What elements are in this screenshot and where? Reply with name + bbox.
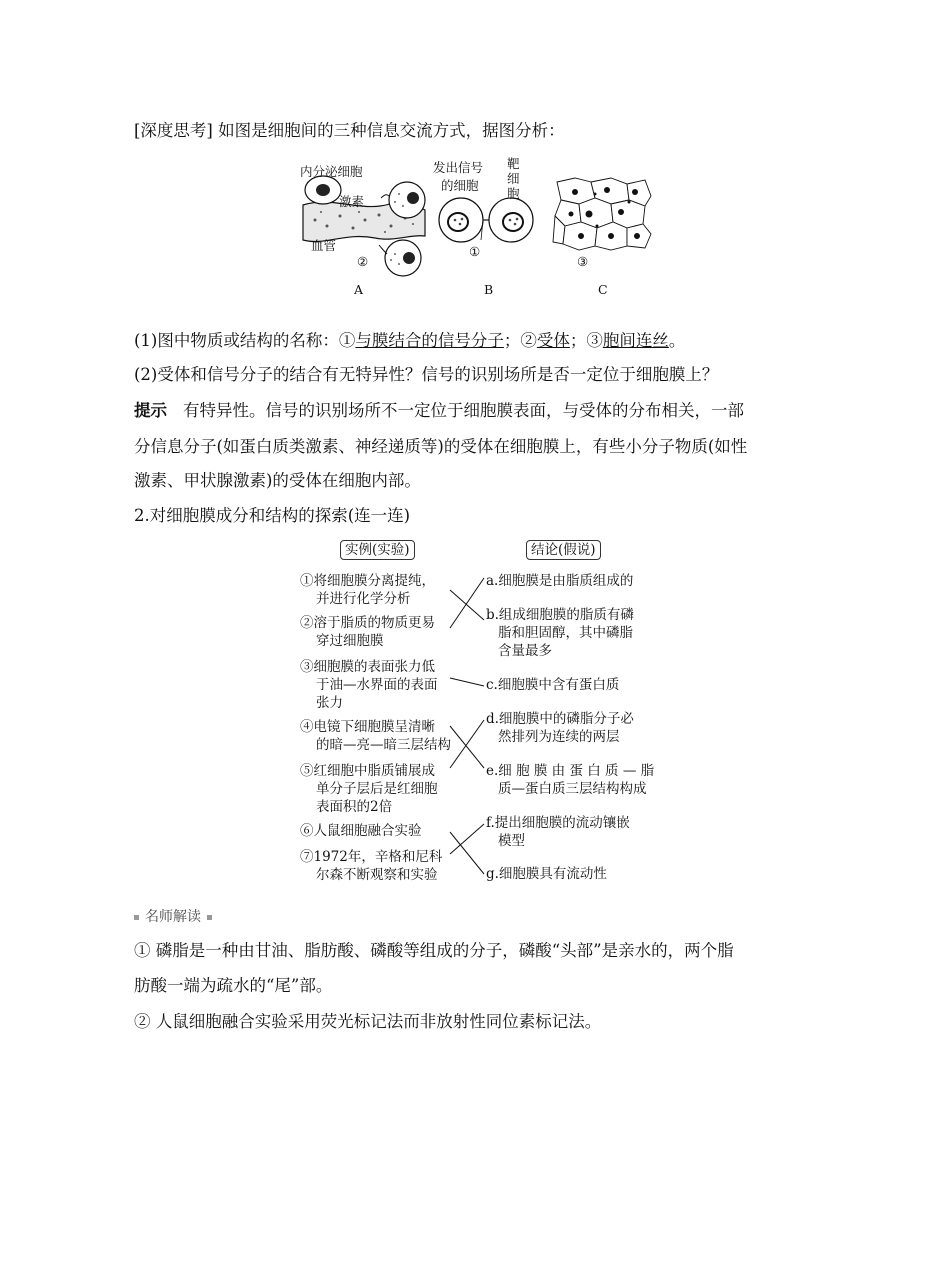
label-C: C <box>598 282 608 297</box>
example-5-line-3: 表面积的2倍 <box>316 799 393 815</box>
label-mark-2: ② <box>357 254 369 269</box>
conclusion-c-line-1: c.细胞膜中含有蛋白质 <box>486 677 620 693</box>
example-5-line-1: ⑤红细胞中脂质铺展成 <box>300 763 435 779</box>
q1-answer-2: 受体 <box>536 331 570 350</box>
label-send-signal-2: 的细胞 <box>441 178 479 193</box>
example-7-line-2: 尔森不断观察和实验 <box>316 867 438 883</box>
label-A: A <box>354 282 364 297</box>
square-bullet-icon <box>134 915 139 920</box>
label-B: B <box>484 282 494 297</box>
matching-figure <box>298 538 658 888</box>
label-blood-vessel: 血管 <box>311 238 337 253</box>
example-2 <box>300 614 435 650</box>
q1-prefix: (1)图中物质或结构的名称：① <box>134 331 356 350</box>
conclusion-e-line-2: 质—蛋白质三层结构构成 <box>498 781 647 797</box>
teacher-section-title: 名师解读 <box>145 909 201 925</box>
example-4-line-2: 的暗—亮—暗三层结构 <box>316 737 451 753</box>
example-7-line-1: ⑦1972年，辛格和尼科 <box>300 849 443 865</box>
label-target-3: 胞 <box>507 186 520 201</box>
conclusion-a-line-1: a.细胞膜是由脂质组成的 <box>486 573 634 589</box>
label-mark-1: ① <box>469 244 481 259</box>
note-2: ② 人鼠细胞融合实验采用荧光标记法而非放射性同位素标记法。 <box>134 1012 602 1031</box>
conclusion-f-line-1: f.提出细胞膜的流动镶嵌 <box>486 815 630 831</box>
example-2-line-1: ②溶于脂质的物质更易 <box>300 615 435 631</box>
hint-line-3: 激素、甲状腺激素)的受体在细胞内部。 <box>134 471 421 490</box>
label-target-2: 细 <box>507 171 520 186</box>
conclusion-d <box>486 710 634 746</box>
section-2-title: 2.对细胞膜成分和结构的探索(连一连) <box>134 506 411 525</box>
label-send-signal-1: 发出信号 <box>433 160 484 175</box>
conclusion-f-line-2: 模型 <box>498 833 525 849</box>
hint-line-1 <box>134 400 744 422</box>
right-header: 结论(假说) <box>526 540 601 560</box>
note-1-line-2: 肪酸一端为疏水的“尾”部。 <box>134 976 333 995</box>
example-4-line-1: ④电镜下细胞膜呈清晰 <box>300 719 435 735</box>
q1-mid-1: ；② <box>503 331 537 350</box>
conclusion-b-line-3: 含量最多 <box>498 643 552 659</box>
conclusion-g <box>486 865 607 883</box>
example-3-line-1: ③细胞膜的表面张力低 <box>300 659 435 675</box>
label-endocrine-cell: 内分泌细胞 <box>300 164 363 179</box>
note-1-line-1: ① 磷脂是一种由甘油、脂肪酸、磷酸等组成的分子，磷酸“头部”是亲水的，两个脂 <box>134 941 734 960</box>
example-1 <box>300 572 435 608</box>
conclusion-b <box>486 606 634 660</box>
conclusion-d-line-2: 然排列为连续的两层 <box>498 729 620 745</box>
question-2: (2)受体和信号分子的结合有无特异性？信号的识别场所是否一定位于细胞膜上？ <box>134 365 719 384</box>
example-3-line-2: 于油—水界面的表面 <box>316 677 438 693</box>
q1-end: 。 <box>668 331 686 350</box>
example-5 <box>300 762 438 816</box>
example-5-line-2: 单分子层后是红细胞 <box>316 781 438 797</box>
conclusion-b-line-1: b.组成细胞膜的脂质有磷 <box>486 607 634 623</box>
conclusion-e <box>486 762 654 798</box>
teacher-section-header <box>134 906 218 926</box>
conclusion-d-line-1: d.细胞膜中的磷脂分子必 <box>486 711 634 727</box>
conclusion-c <box>486 676 619 694</box>
left-header: 实例(实验) <box>340 540 415 560</box>
q1-answer-3: 胞间连丝 <box>602 331 669 350</box>
conclusion-g-line-1: g.细胞膜具有流动性 <box>486 866 607 882</box>
example-7 <box>300 848 442 884</box>
example-1-line-1: ①将细胞膜分离提纯， <box>300 573 435 589</box>
example-2-line-2: 穿过细胞膜 <box>316 633 384 649</box>
deep-thinking-line <box>134 120 565 142</box>
example-4 <box>300 718 451 754</box>
example-6 <box>300 822 422 840</box>
q1-answer-1: 与膜结合的信号分子 <box>355 331 504 350</box>
square-bullet-icon <box>207 915 212 920</box>
example-6-line-1: ⑥人鼠细胞融合实验 <box>300 823 422 839</box>
hint-text-1: 有特异性。信号的识别场所不一定位于细胞膜表面，与受体的分布相关，一部 <box>183 401 744 420</box>
deep-thinking-text: 如图是细胞间的三种信息交流方式，据图分析： <box>212 121 565 140</box>
label-mark-3: ③ <box>577 254 589 269</box>
deep-thinking-tag: [深度思考] <box>134 121 213 140</box>
conclusion-b-line-2: 脂和胆固醇，其中磷脂 <box>498 625 633 641</box>
label-target-1: 靶 <box>507 156 520 171</box>
hint-line-2: 分信息分子(如蛋白质类激素、神经递质等)的受体在细胞膜上，有些小分子物质(如性 <box>134 437 748 456</box>
q1-mid-2: ；③ <box>569 331 603 350</box>
question-1 <box>134 330 685 352</box>
hint-label: 提示 <box>134 401 167 420</box>
cell-communication-figure <box>295 150 655 300</box>
conclusion-a <box>486 572 633 590</box>
conclusion-f <box>486 814 630 850</box>
example-3-line-3: 张力 <box>316 695 343 711</box>
example-1-line-2: 并进行化学分析 <box>316 591 411 607</box>
example-3 <box>300 658 438 712</box>
conclusion-e-line-1: e.细 胞 膜 由 蛋 白 质 — 脂 <box>486 763 655 779</box>
label-hormone: 激素 <box>339 194 365 209</box>
